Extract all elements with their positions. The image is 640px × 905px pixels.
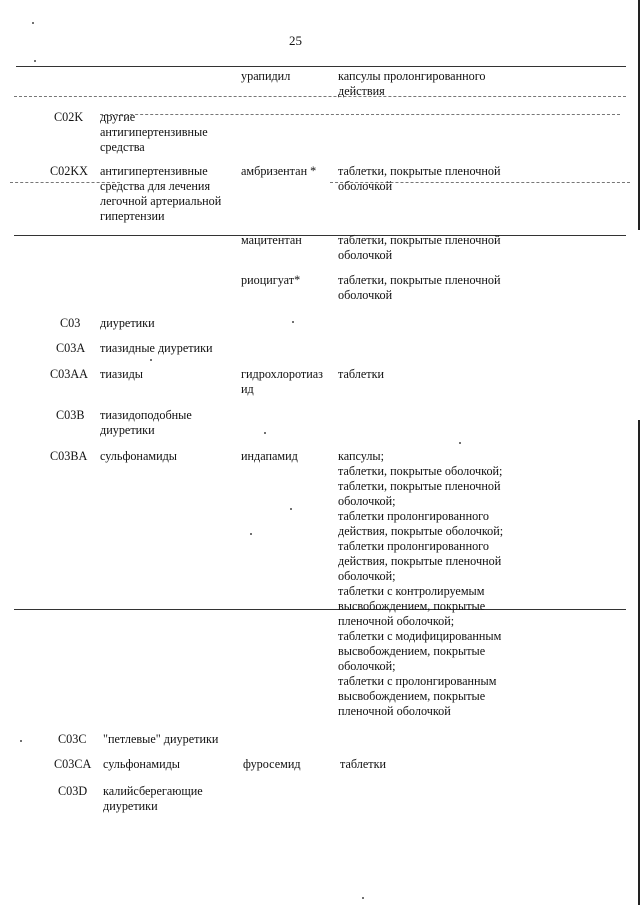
drug-name: мацитентан — [241, 233, 302, 247]
separator — [14, 609, 626, 610]
separator — [16, 66, 626, 67]
scan-speck — [459, 442, 461, 444]
dosage-form: таблетки — [340, 757, 387, 771]
atc-code: C03C — [58, 732, 87, 746]
scan-speck — [20, 740, 22, 742]
scan-speck — [32, 22, 34, 24]
scan-speck — [34, 60, 36, 62]
separator — [14, 96, 626, 97]
scan-speck — [264, 432, 266, 434]
atc-group: другие антигипертензивные средства — [100, 110, 208, 154]
atc-group: калийсберегающие диуретики — [103, 784, 203, 813]
dosage-form: таблетки — [338, 367, 385, 381]
atc-code: C03B — [56, 408, 85, 422]
dosage-form: таблетки, покрытые пленочной оболочкой — [338, 164, 501, 193]
atc-code: C03BA — [50, 449, 88, 463]
scan-speck — [250, 533, 252, 535]
atc-group: тиазидные диуретики — [100, 341, 213, 355]
scan-speck — [292, 321, 294, 323]
scan-speck — [362, 897, 364, 899]
atc-group: сульфонамиды — [103, 757, 180, 771]
atc-code: C03 — [60, 316, 81, 330]
drug-name: амбризентан * — [241, 164, 317, 178]
atc-group: диуретики — [100, 316, 155, 330]
atc-code: C02KX — [50, 164, 88, 178]
atc-code: C03AA — [50, 367, 88, 381]
atc-code: C03A — [56, 341, 86, 355]
page-number: 25 — [289, 33, 302, 48]
scan-speck — [150, 359, 152, 361]
separator — [14, 235, 626, 236]
atc-group: сульфонамиды — [100, 449, 177, 463]
drug-name: индапамид — [241, 449, 298, 463]
atc-code: C02K — [54, 110, 84, 124]
drug-name: риоцигуат* — [241, 273, 301, 287]
atc-code: C03D — [58, 784, 88, 798]
atc-group: "петлевые" диуретики — [103, 732, 219, 746]
drug-name: фуросемид — [243, 757, 301, 771]
drug-name: урапидил — [241, 69, 291, 83]
atc-code: C03CA — [54, 757, 92, 771]
scan-speck — [290, 508, 292, 510]
drug-name: гидрохлоротиаз ид — [241, 367, 323, 396]
dosage-form: капсулы; таблетки, покрытые оболочкой; таблетки, покрытые пленочной оболочкой; таблетки пролонгированного действия, покрытые оболочкой; таблетки пролонгированного действия, покрытые пленочной оболочкой; таблетки с контролируемым высвобождением, покрытые пленочной оболочкой; таблетки с модифицированным высвобождением, покрытые оболочкой; таблетки с пролонгированным высвобождением, покрытые пленочной оболочкой — [338, 449, 504, 718]
dosage-form: капсулы пролонгированного действия — [338, 69, 486, 98]
atc-group: тиазидоподобные диуретики — [100, 408, 192, 437]
dosage-form: таблетки, покрытые пленочной оболочкой — [338, 233, 501, 262]
atc-group: тиазиды — [100, 367, 143, 381]
atc-group: антигипертензивные средства для лечения легочной артериальной гипертензии — [100, 164, 222, 223]
dosage-form: таблетки, покрытые пленочной оболочкой — [338, 273, 501, 302]
